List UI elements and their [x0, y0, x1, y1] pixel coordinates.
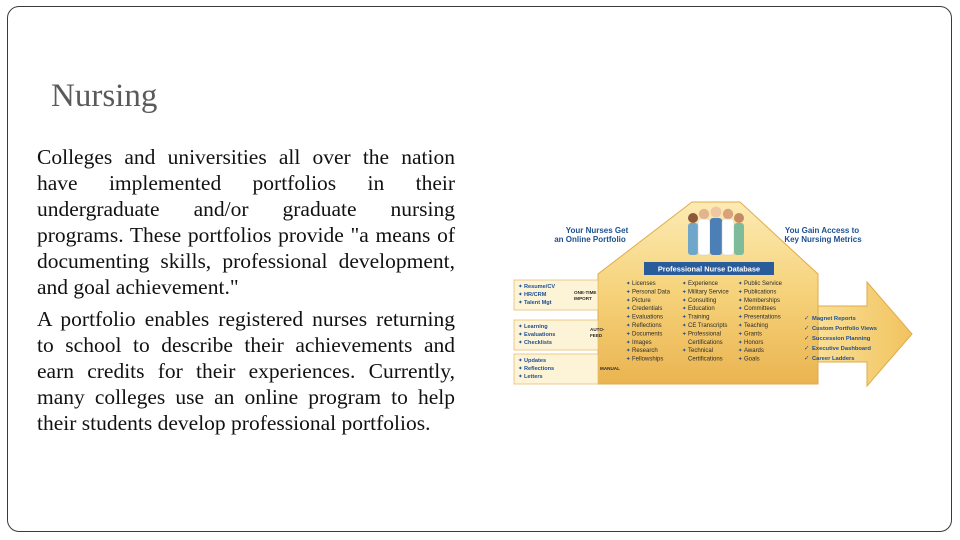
output-item: Magnet Reports [812, 316, 856, 322]
check-icon: ✓ [804, 315, 810, 322]
column-bullet: ✦ [626, 339, 631, 346]
column-bullet: ✦ [626, 331, 631, 338]
database-item: Professional [688, 331, 722, 338]
input-item: Checklists [524, 340, 552, 346]
database-item: Fellowships [632, 356, 664, 363]
database-item: Research [632, 348, 658, 355]
database-item: Experience [688, 281, 719, 287]
body-paragraph-2: A portfolio enables registered nurses returning to school to describe their achievements and earn credits for their experiences. Currently, many colleges use an online program to help their students develop professional portfolios. [37, 307, 455, 435]
column-bullet: ✦ [626, 323, 631, 329]
slide-title: Nursing [51, 78, 158, 114]
database-item: Education [688, 306, 715, 313]
database-item: Technical [688, 348, 714, 355]
column-bullet: ✦ [626, 297, 631, 304]
input-item: Reflections [524, 366, 555, 372]
database-item: Awards [744, 348, 764, 355]
output-item: Custom Portfolio Views [812, 326, 877, 332]
input-method: FEED [590, 333, 603, 338]
check-icon: ✓ [804, 345, 810, 352]
column-bullet: ✦ [682, 323, 687, 329]
column-bullet: ✦ [682, 348, 687, 355]
column-bullet: ✦ [738, 297, 743, 304]
svg-text:✦: ✦ [518, 292, 523, 298]
database-item: Publications [744, 289, 777, 296]
svg-text:✦: ✦ [518, 324, 523, 330]
input-bullets [518, 283, 523, 380]
input-method: ONE-TIME [574, 290, 597, 295]
svg-text:✦: ✦ [518, 374, 523, 380]
check-icon: ✓ [804, 325, 810, 332]
column-bullet: ✦ [682, 306, 687, 313]
column-bullet: ✦ [738, 339, 743, 346]
input-item: Talent Mgt [524, 300, 552, 306]
svg-text:✦: ✦ [518, 284, 523, 290]
database-item: Images [632, 339, 652, 346]
input-item: Updates [524, 358, 547, 364]
database-item: Documents [632, 331, 663, 338]
input-item: Learning [524, 324, 548, 330]
column-bullet: ✦ [738, 323, 743, 329]
right-heading-line-2: Key Nursing Metrics [784, 235, 862, 244]
column-bullet: ✦ [682, 289, 687, 296]
column-bullet: ✦ [738, 331, 743, 338]
database-item: Licenses [632, 281, 656, 287]
column-bullet: ✦ [626, 306, 631, 313]
svg-text:✦: ✦ [518, 332, 523, 338]
database-item: Personal Data [632, 289, 671, 296]
right-heading-line-1: You Gain Access to [784, 226, 860, 235]
column-bullet: ✦ [626, 281, 631, 287]
input-item: Letters [524, 374, 543, 380]
database-item: Teaching [744, 323, 769, 329]
output-item: Executive Dashboard [812, 346, 871, 352]
column-bullet: ✦ [682, 314, 687, 321]
database-item: Military Service [688, 289, 729, 296]
database-item: Honors [744, 339, 764, 346]
output-item: Succession Planning [812, 336, 871, 342]
column-bullet: ✦ [626, 348, 631, 355]
database-item: Picture [632, 297, 651, 304]
body-paragraph-1: Colleges and universities all over the nation have implemented portfolios in their undergraduate and/or graduate nursing programs. These portfolios provide "a means of documenting skills, professional development, and goal achievement." [37, 145, 455, 299]
database-item: Credentials [632, 306, 663, 313]
input-method: MANUAL [600, 366, 620, 371]
check-icon: ✓ [804, 335, 810, 342]
column-bullet: ✦ [626, 289, 631, 296]
left-heading-line-1: Your Nurses Get [565, 226, 629, 235]
database-item: Grants [744, 331, 763, 338]
input-item: Resume/CV [524, 284, 556, 290]
column-bullet: ✦ [738, 356, 743, 363]
column-bullet: ✦ [626, 356, 631, 363]
column-bullet: ✦ [738, 289, 743, 296]
database-item: Certifications [688, 356, 723, 363]
column-bullet: ✦ [738, 348, 743, 355]
svg-text:✦: ✦ [518, 358, 523, 364]
database-item: CE Transcripts [688, 323, 728, 329]
column-bullet: ✦ [682, 331, 687, 338]
output-item: Career Ladders [812, 356, 855, 362]
database-item: Evaluations [632, 314, 664, 321]
column-bullet: ✦ [682, 297, 687, 304]
database-banner-label: Professional Nurse Database [657, 264, 761, 274]
input-method: AUTO- [590, 327, 605, 332]
database-item: Reflections [632, 323, 662, 329]
database-item: Goals [744, 356, 760, 363]
database-item: Public Service [744, 281, 783, 287]
left-heading-line-2: an Online Portfolio [554, 235, 626, 244]
svg-text:✦: ✦ [518, 340, 523, 346]
column-bullet: ✦ [682, 281, 687, 287]
database-item: Training [688, 314, 710, 321]
check-icon: ✓ [804, 355, 810, 362]
portfolio-diagram [512, 196, 916, 396]
database-item: Consulting [688, 297, 717, 304]
column-bullet: ✦ [626, 314, 631, 321]
input-method: IMPORT [574, 296, 592, 301]
column-bullet: ✦ [738, 281, 743, 287]
database-item: Certifications [688, 339, 723, 346]
svg-text:✦: ✦ [518, 366, 523, 372]
input-item: Evaluations [524, 332, 556, 338]
input-item: HR/CRM [524, 292, 547, 298]
column-bullet: ✦ [738, 306, 743, 313]
column-bullet: ✦ [738, 314, 743, 321]
slide-body [37, 144, 455, 442]
database-item: Presentations [744, 314, 781, 321]
database-item: Memberships [744, 297, 781, 304]
svg-text:✦: ✦ [518, 300, 523, 306]
database-item: Committees [744, 306, 777, 313]
